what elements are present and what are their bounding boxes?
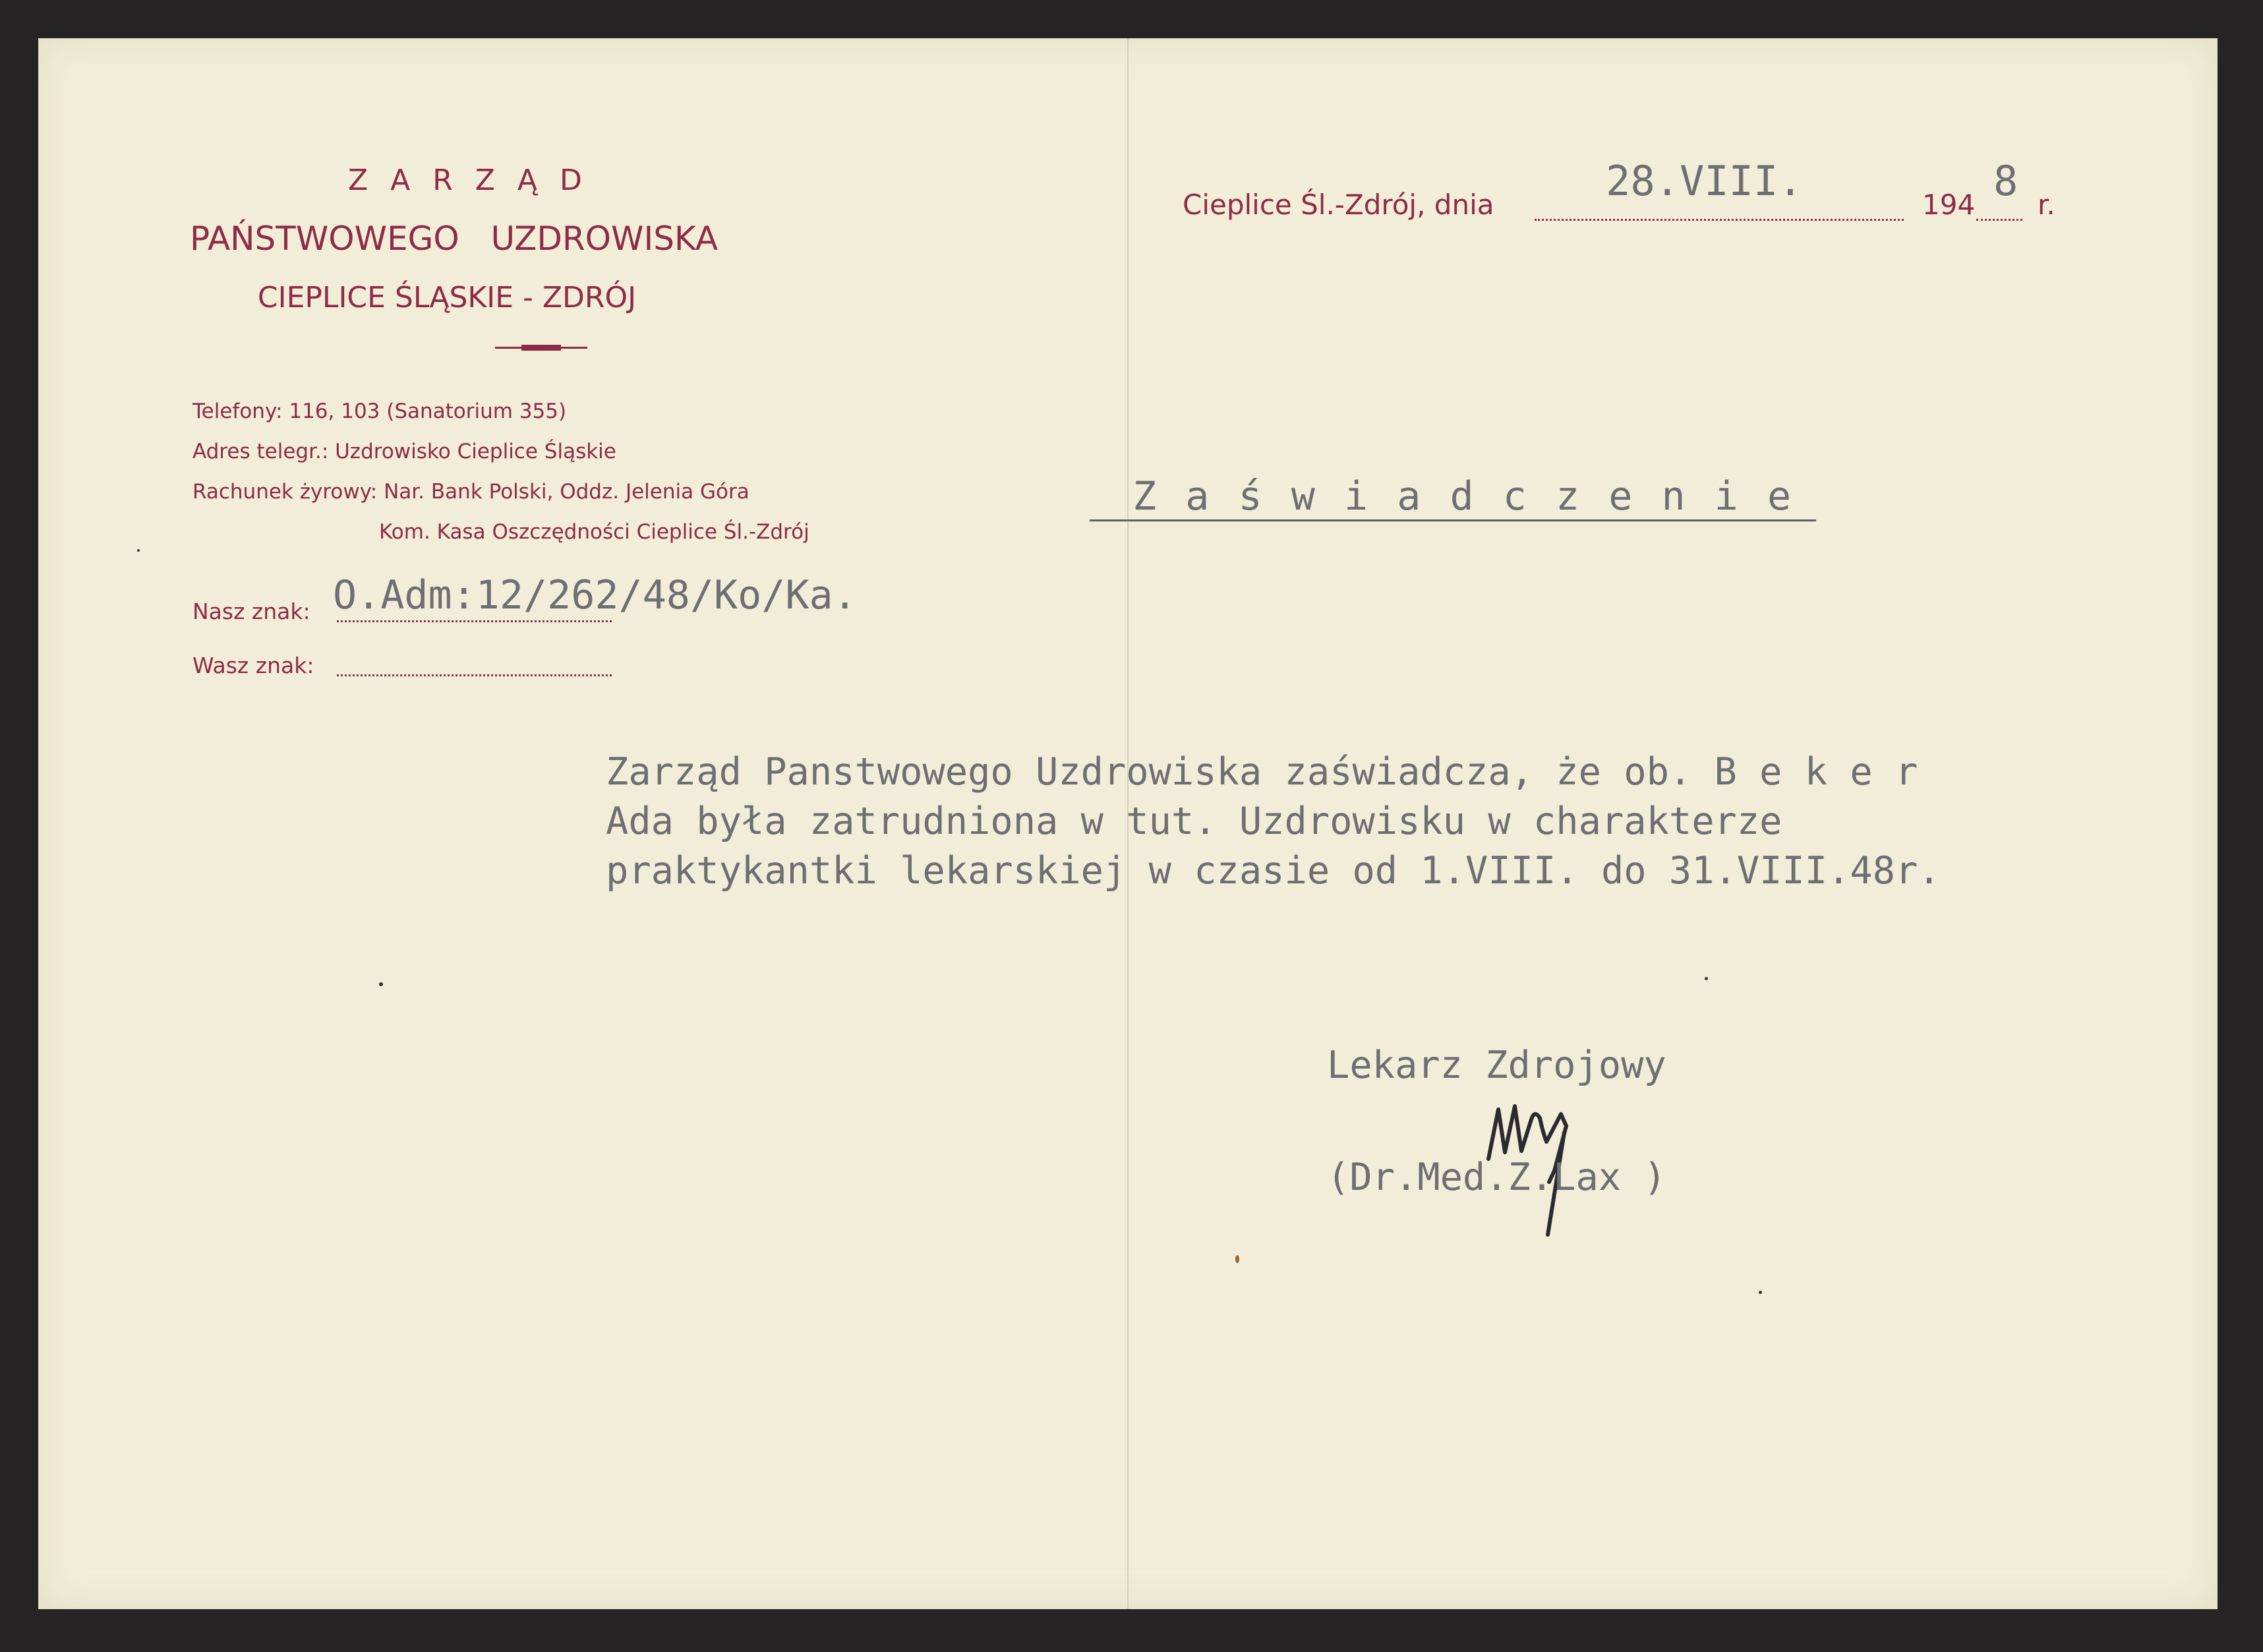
year-line — [1976, 219, 2022, 221]
title-underline — [1090, 519, 1816, 521]
date-line — [1535, 219, 1904, 221]
date-place: Cieplice Śl.-Zdrój, dnia — [1183, 189, 1494, 221]
signatory-name: (Dr.Med.Z.Lax ) — [1327, 1156, 1666, 1199]
letterhead-line1: Z A R Z Ą D — [348, 163, 589, 197]
telegraph-address: Adres telegr.: Uzdrowisko Cieplice Śląskie — [192, 440, 616, 463]
letterhead-line2: PAŃSTWOWEGO UZDROWISKA — [190, 220, 719, 258]
bank-account: Rachunek żyrowy: Nar. Bank Polski, Oddz. Jelenia Góra — [192, 480, 749, 504]
body-line-1: Zarząd Panstwowego Uzdrowiska zaświadcza, że ob. B e k e r — [606, 750, 1918, 794]
our-ref-value: O.Adm:12/262/48/Ko/Ka. — [333, 572, 857, 618]
phones: Telefony: 116, 103 (Sanatorium 355) — [192, 399, 567, 423]
paper-speck — [379, 982, 383, 986]
your-ref-label: Wasz znak: — [192, 653, 314, 678]
paper-speck — [1705, 977, 1708, 980]
your-ref-line — [337, 674, 612, 676]
signatory-title: Lekarz Zdrojowy — [1327, 1044, 1666, 1087]
paper-speck — [1235, 1255, 1239, 1263]
body-line-3: praktykantki lekarskiej w czasie od 1.VIII. do 31.VIII.48r. — [606, 849, 1941, 893]
paper-speck — [1759, 1291, 1762, 1294]
date-suffix: r. — [2038, 189, 2055, 221]
year-prefix: 194 — [1922, 189, 1976, 221]
year-digit: 8 — [1993, 157, 2018, 205]
letterhead-line3: CIEPLICE ŚLĄSKIE - ZDRÓJ — [257, 281, 637, 314]
date-value: 28.VIII. — [1606, 157, 1803, 205]
letterhead-divider-center — [521, 345, 561, 351]
body-line-2: Ada była zatrudniona w tut. Uzdrowisku w charakterze — [606, 800, 1782, 843]
bank-account-2: Kom. Kasa Oszczędności Cieplice Śl.-Zdrój — [379, 520, 809, 544]
our-ref-label: Nasz znak: — [192, 599, 310, 624]
document-title: Z a ś w i a d c z e n i e — [1132, 473, 1794, 519]
paper-speck — [137, 549, 140, 552]
our-ref-line — [337, 620, 612, 622]
document-sheet — [38, 38, 2218, 1609]
